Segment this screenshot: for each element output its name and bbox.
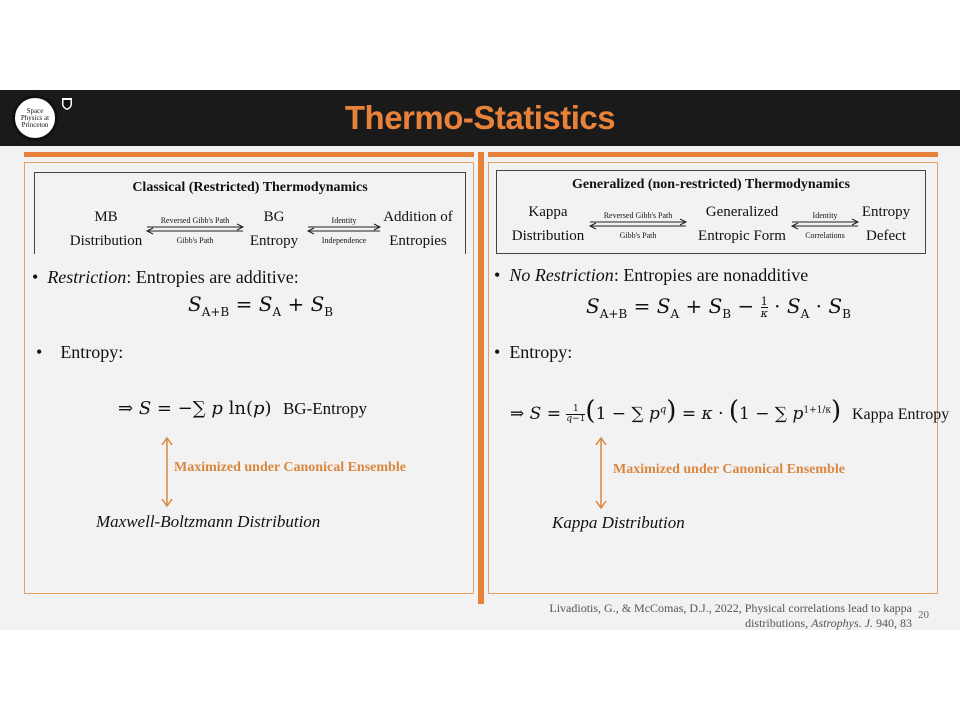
left-bullet-restriction: • Restriction: Entropies are additive:: [32, 267, 299, 287]
generalized-entropic-form-node: Generalized Entropic Form: [698, 204, 786, 244]
right-vertical-arrow: [594, 436, 608, 510]
kappa-distribution-label: Kappa Distribution: [552, 513, 685, 532]
mb-distribution-node: MB Distribution: [69, 209, 143, 249]
additive-entropy-formula: $S_{A+B} = S_A + S_B$: [188, 292, 334, 319]
left-diagram-title: Classical (Restricted) Thermodynamics: [132, 180, 368, 195]
left-arrow1-top-label: Reversed Gibb's Path: [160, 216, 230, 225]
left-divider-line: [24, 152, 474, 157]
bg-entropy-node: BG Entropy: [249, 209, 299, 249]
slide-title: Thermo-Statistics: [344, 99, 616, 136]
left-maximized-label: Maximized under Canonical Ensemble: [174, 460, 406, 475]
citation: Livadiotis, G., & McComas, D.J., 2022, Physical correlations lead to kappa distributions, Astrophys. J. 940, 83: [549, 601, 912, 630]
left-vertical-arrow: [160, 436, 174, 508]
bg-entropy-formula: ⇒ S = −∑ p ln(p) BG-Entropy: [118, 398, 368, 419]
right-divider-line: [488, 152, 938, 157]
right-bullet-no-restriction: • No Restriction: Entropies are nonadditive: [494, 265, 809, 285]
right-maximized-label: Maximized under Canonical Ensemble: [613, 462, 845, 477]
right-arrow1-bottom-label: Gibb's Path: [619, 231, 657, 240]
right-arrow2-top-label: Identity: [812, 211, 838, 220]
left-arrow2-bottom-label: Independence: [321, 236, 367, 245]
kappa-entropy-formula: ⇒ S = 1 q−1(1 − ∑ $p^q) = \kappa \cdot (1$ − ∑ $p^{1+1/\kappa}$) Kappa Entropy: [510, 396, 950, 426]
page-number: 20: [918, 609, 929, 621]
space-physics-princeton-logo: Space Physics at Princeton: [12, 95, 58, 141]
right-arrow2-bottom-label: Correlations: [805, 231, 845, 240]
left-arrow1-bottom-label: Gibb's Path: [176, 236, 214, 245]
right-bullet-entropy: • Entropy:: [494, 342, 573, 362]
right-arrow1-top-label: Reversed Gibb's Path: [603, 211, 673, 220]
maxwell-boltzmann-label: Maxwell-Boltzmann Distribution: [96, 512, 321, 531]
right-diagram-title: Generalized (non-restricted) Thermodynamics: [572, 177, 850, 192]
nonadditive-entropy-formula: $S_{A+B} = S_A + S_B$ − $\frac{1}{\kappa} \cdot S_A \cdot S_B$: [586, 294, 851, 321]
left-bullet-entropy: • Entropy:: [36, 342, 124, 362]
entropy-defect-node: Entropy Defect: [861, 204, 911, 244]
kappa-distribution-node: Kappa Distribution: [511, 204, 585, 244]
addition-of-entropies-node: Addition of Entropies: [383, 209, 453, 249]
vertical-separator: [478, 152, 484, 604]
left-arrow2-top-label: Identity: [331, 216, 357, 225]
